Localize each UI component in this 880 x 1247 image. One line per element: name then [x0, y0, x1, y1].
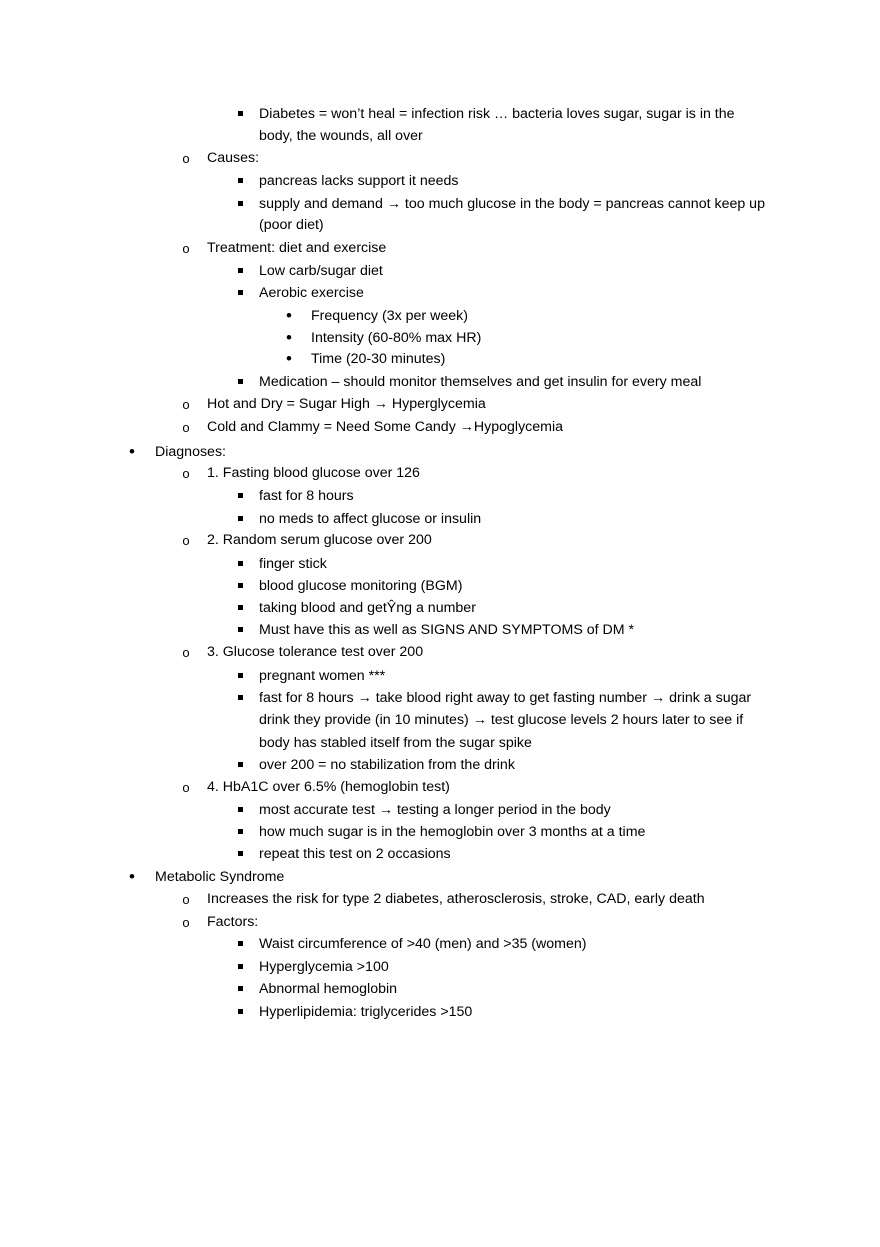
circle-bullet-icon [178, 776, 194, 799]
list-item-text: blood glucose monitoring (BGM) [259, 578, 463, 594]
list-item-text: Low carb/sugar diet [259, 263, 383, 279]
list-item-text: over 200 = no stabilization from the drink [259, 757, 515, 773]
square-bullet-icon [232, 933, 248, 955]
list-item-text: Hot and Dry = Sugar High → Hyperglycemia [207, 396, 486, 412]
circle-bullet-icon [178, 416, 194, 439]
list-item-text: Cold and Clammy = Need Some Candy →Hypoglycemia [207, 419, 564, 435]
list-item-text: Waist circumference of >40 (men) and >35 (women) [259, 936, 587, 952]
square-bullet-icon [232, 665, 248, 687]
list-item-text: fast for 8 hours → take blood right away to get fasting number → drink a sugar [259, 690, 752, 706]
list-item-text: drink they provide (in 10 minutes) → test glucose levels 2 hours later to see if [259, 712, 744, 728]
list-item-text: pancreas lacks support it needs [259, 173, 459, 189]
list-item-text: Medication – should monitor themselves and get insulin for every meal [259, 374, 702, 390]
list-item-text: most accurate test → testing a longer period in the body [259, 802, 611, 818]
list-item-text: Diagnoses: [155, 444, 226, 460]
square-bullet-icon [232, 1001, 248, 1023]
square-bullet-icon [232, 619, 248, 641]
list-item-text: repeat this test on 2 occasions [259, 846, 451, 862]
list-item-text: 1. Fasting blood glucose over 126 [207, 465, 420, 481]
list-item-text: Increases the risk for type 2 diabetes, atherosclerosis, stroke, CAD, early death [207, 891, 705, 907]
list-item-text: (poor diet) [259, 217, 324, 233]
square-bullet-icon [232, 575, 248, 597]
list-item-text: supply and demand → too much glucose in the body = pancreas cannot keep up [259, 196, 765, 212]
list-item-text: taking blood and getŶng a number [259, 600, 476, 616]
square-bullet-icon [232, 687, 248, 709]
list-item-text: Diabetes = won’t heal = infection risk … bacteria loves sugar, sugar is in the [259, 106, 735, 122]
square-bullet-icon [232, 193, 248, 215]
square-bullet-icon [232, 597, 248, 619]
square-bullet-icon [232, 170, 248, 192]
list-item-text: Frequency (3x per week) [311, 308, 468, 324]
list-item-text: Hyperglycemia >100 [259, 959, 389, 975]
circle-bullet-icon [178, 529, 194, 552]
list-item-text: Intensity (60-80% max HR) [311, 330, 482, 346]
disc-bullet-icon [281, 305, 297, 327]
list-item-text: Abnormal hemoglobin [259, 981, 398, 997]
square-bullet-icon [232, 371, 248, 393]
square-bullet-icon [232, 553, 248, 575]
square-bullet-icon [232, 282, 248, 304]
square-bullet-icon [232, 799, 248, 821]
list-item-text: finger stick [259, 556, 327, 572]
square-bullet-icon [232, 843, 248, 865]
list-item-text: no meds to affect glucose or insulin [259, 511, 482, 527]
list-item-text: Time (20-30 minutes) [311, 351, 446, 367]
list-item-text: 2. Random serum glucose over 200 [207, 532, 432, 548]
disc-bullet-icon [124, 441, 140, 463]
circle-bullet-icon [178, 462, 194, 485]
list-item-text: pregnant women *** [259, 668, 386, 684]
list-item-text: Causes: [207, 150, 260, 166]
list-item-text: 3. Glucose tolerance test over 200 [207, 644, 424, 660]
list-item-text: how much sugar is in the hemoglobin over 3 months at a time [259, 824, 646, 840]
square-bullet-icon [232, 485, 248, 507]
list-item-text: Hyperlipidemia: triglycerides >150 [259, 1004, 473, 1020]
list-item-text: Metabolic Syndrome [155, 869, 285, 885]
square-bullet-icon [232, 978, 248, 1000]
square-bullet-icon [232, 754, 248, 776]
disc-bullet-icon [124, 866, 140, 888]
square-bullet-icon [232, 956, 248, 978]
disc-bullet-icon [281, 327, 297, 349]
list-item-text: Factors: [207, 914, 259, 930]
disc-bullet-icon [281, 348, 297, 370]
circle-bullet-icon [178, 888, 194, 911]
square-bullet-icon [232, 508, 248, 530]
list-item-text: Aerobic exercise [259, 285, 364, 301]
circle-bullet-icon [178, 911, 194, 934]
list-item-text: 4. HbA1C over 6.5% (hemoglobin test) [207, 779, 450, 795]
square-bullet-icon [232, 260, 248, 282]
square-bullet-icon [232, 103, 248, 125]
list-item-text: body, the wounds, all over [259, 128, 423, 144]
list-item-text: fast for 8 hours [259, 488, 354, 504]
circle-bullet-icon [178, 393, 194, 416]
list-item-text: body has stabled itself from the sugar spike [259, 735, 532, 751]
circle-bullet-icon [178, 147, 194, 170]
list-item-text: Treatment: diet and exercise [207, 240, 387, 256]
square-bullet-icon [232, 821, 248, 843]
circle-bullet-icon [178, 641, 194, 664]
circle-bullet-icon [178, 237, 194, 260]
list-item-text: Must have this as well as SIGNS AND SYMPTOMS of DM * [259, 622, 635, 638]
